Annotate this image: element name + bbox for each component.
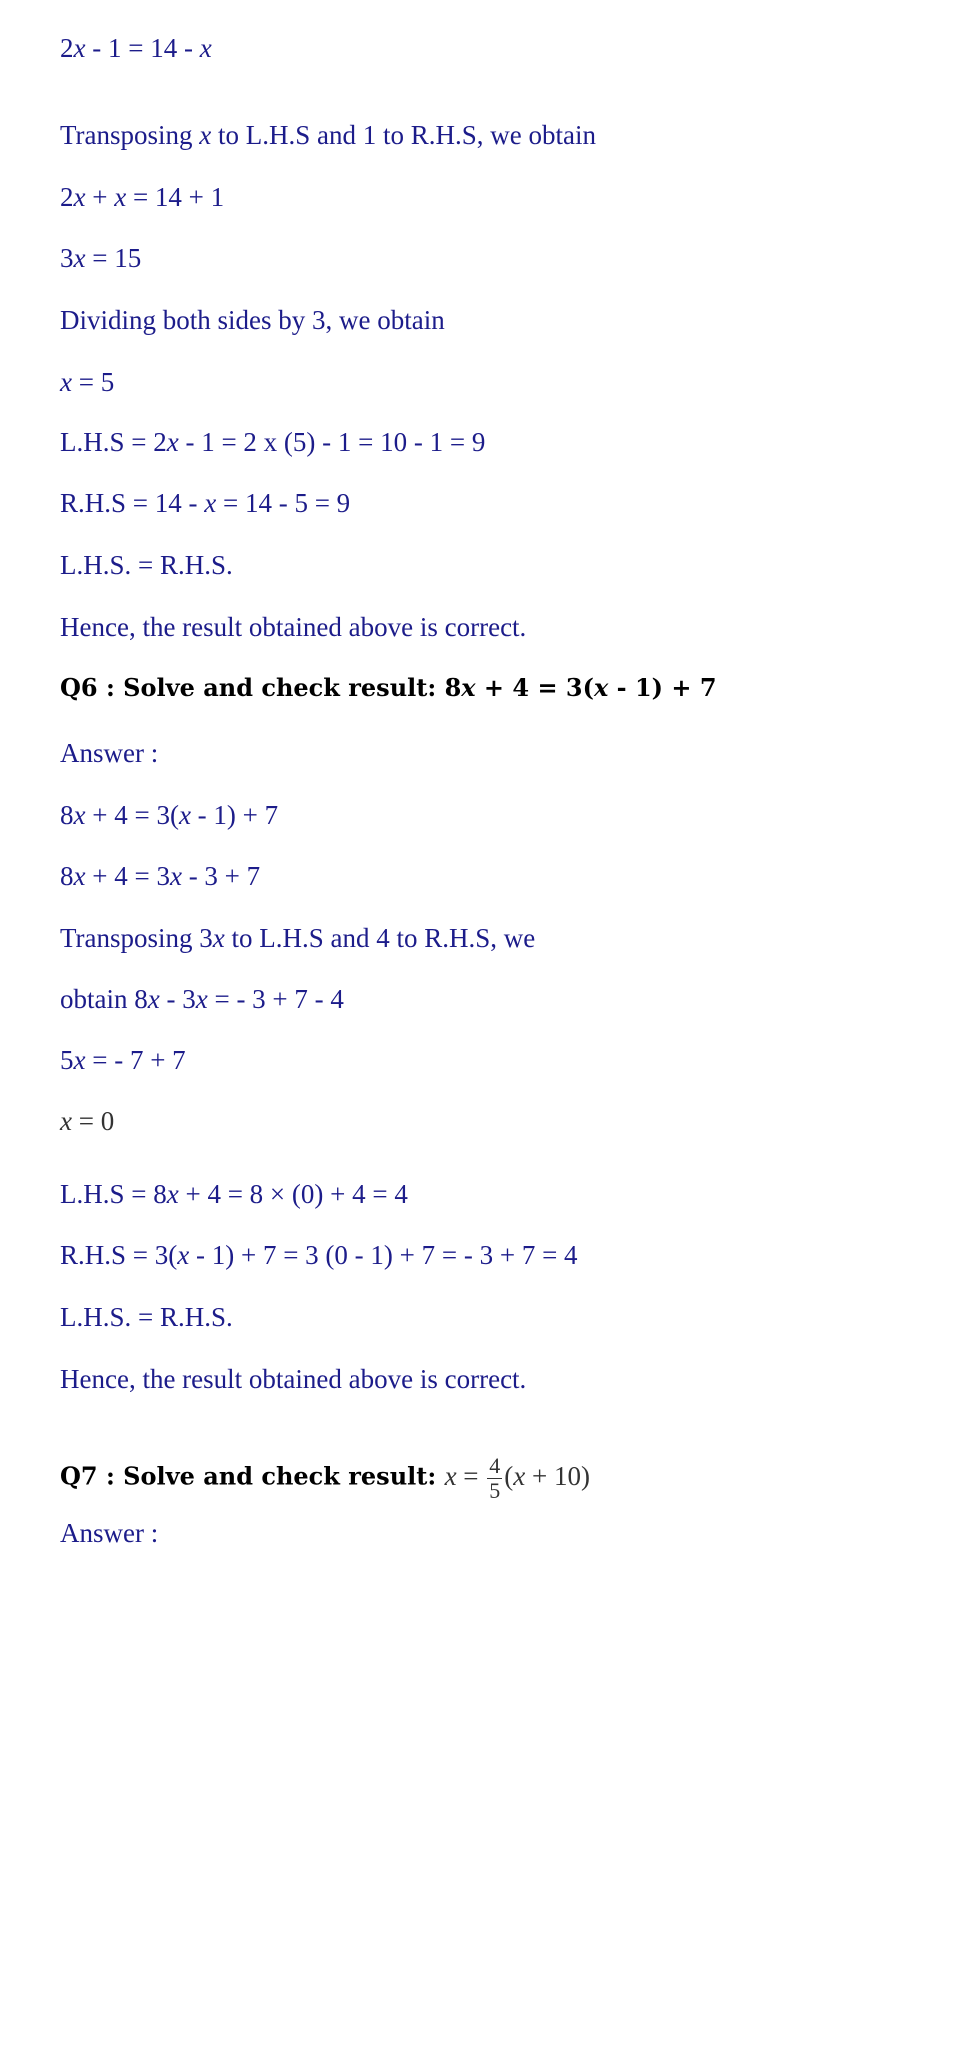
text-segment: R.H.S = 14 -	[60, 488, 205, 518]
variable-x: x	[73, 243, 86, 273]
variable-x: x	[60, 1106, 72, 1136]
variable-x: x	[444, 1460, 457, 1491]
solution-line	[60, 487, 350, 519]
denominator: 5	[489, 1478, 501, 1503]
solution-line	[60, 426, 485, 458]
text-segment: L.H.S. = R.H.S.	[60, 1302, 233, 1332]
variable-x: x	[73, 800, 86, 830]
text-segment: Hence, the result obtained above is correct.	[60, 612, 527, 642]
variable-x: x	[199, 120, 212, 150]
variable-x: x	[114, 182, 127, 212]
text-segment: = 15	[85, 243, 142, 273]
solution-line	[60, 611, 526, 643]
text-segment: to L.H.S and 1 to R.H.S, we obtain	[211, 120, 597, 150]
text-segment: L.H.S = 8	[60, 1179, 167, 1209]
solution-line	[60, 1301, 233, 1333]
text-segment: 8	[60, 861, 74, 891]
variable-x: x	[178, 800, 191, 830]
question-heading	[60, 672, 717, 704]
text-segment: Answer :	[60, 1518, 159, 1548]
text-segment: + 4 = 8 × (0) + 4 = 4	[178, 1179, 408, 1209]
text-segment: = - 7 + 7	[85, 1045, 186, 1075]
solution-line	[60, 860, 260, 892]
numerator: 4	[489, 1453, 501, 1478]
text-segment: - 1) + 7	[608, 673, 717, 702]
solution-line	[60, 32, 212, 64]
text-segment: - 1) + 7	[190, 800, 279, 830]
text-segment: + 4 = 3	[85, 861, 170, 891]
variable-x: x	[147, 984, 160, 1014]
text-segment: - 3 + 7	[181, 861, 261, 891]
fraction	[487, 1454, 502, 1503]
text-segment: = 14 - 5 = 9	[216, 488, 351, 518]
variable-x: x	[177, 1240, 190, 1270]
text-segment: +	[85, 182, 115, 212]
text-segment: obtain 8	[60, 984, 148, 1014]
solution-line	[60, 1105, 114, 1137]
text-segment: - 1) + 7 = 3 (0 - 1) + 7 = - 3 + 7 = 4	[189, 1240, 578, 1270]
variable-x: x	[195, 984, 208, 1014]
variable-x: x	[513, 1460, 526, 1491]
text-segment: - 1 = 2 x (5) - 1 = 10 - 1 = 9	[178, 427, 486, 457]
text-segment: Hence, the result obtained above is correct.	[60, 1364, 527, 1394]
text-segment: Transposing 3	[60, 923, 213, 953]
variable-x: x	[73, 1045, 86, 1075]
text-segment: L.H.S. = R.H.S.	[60, 550, 233, 580]
text-segment: = 0	[71, 1106, 115, 1136]
text-segment: - 1 = 14 -	[85, 33, 200, 63]
paren-open: (	[504, 1460, 514, 1491]
text-segment: 2	[60, 33, 74, 63]
solution-line	[60, 1178, 408, 1210]
text-segment: + 4 = 3(	[85, 800, 179, 830]
variable-x: x	[73, 33, 86, 63]
variable-x: x	[169, 861, 182, 891]
equals: =	[456, 1460, 486, 1491]
text-segment: Answer :	[60, 738, 159, 768]
variable-x: x	[461, 673, 476, 702]
text-segment: Transposing	[60, 120, 200, 150]
variable-x: x	[593, 673, 609, 702]
variable-x: x	[60, 367, 72, 397]
text-segment: R.H.S = 3(	[60, 1240, 178, 1270]
text-segment: - 3	[159, 984, 196, 1014]
solution-line	[60, 366, 114, 398]
q7-equation	[444, 1453, 590, 1503]
variable-x: x	[73, 182, 86, 212]
solution-line	[60, 922, 535, 954]
text-segment: + 4 = 3(	[475, 673, 594, 702]
solution-line	[60, 1363, 526, 1395]
solution-line	[60, 242, 141, 274]
solution-line	[60, 181, 224, 213]
solution-line	[60, 737, 158, 769]
paren-tail: + 10)	[525, 1460, 590, 1491]
question-heading	[60, 1454, 590, 1503]
variable-x: x	[166, 1179, 179, 1209]
text-segment: = - 3 + 7 - 4	[207, 984, 344, 1014]
text-segment: L.H.S = 2	[60, 427, 167, 457]
variable-x: x	[73, 861, 86, 891]
text-segment: Q6 : Solve and check result: 8	[60, 673, 462, 702]
text-segment: 5	[60, 1045, 74, 1075]
text-segment: Dividing both sides by 3, we obtain	[60, 305, 445, 335]
solution-line	[60, 119, 596, 151]
solution-line	[60, 304, 445, 336]
solution-line	[60, 799, 278, 831]
text-segment: 3	[60, 243, 74, 273]
solution-line	[60, 549, 233, 581]
variable-x: x	[212, 923, 225, 953]
solution-line	[60, 1239, 578, 1271]
solution-line	[60, 983, 344, 1015]
variable-x: x	[166, 427, 179, 457]
text-segment: = 5	[71, 367, 115, 397]
variable-x: x	[199, 33, 212, 63]
text-segment: to L.H.S and 4 to R.H.S, we	[224, 923, 536, 953]
text-segment: 2	[60, 182, 74, 212]
text-segment: 8	[60, 800, 74, 830]
solution-line	[60, 1517, 158, 1549]
text-segment: Q7 : Solve and check result:	[60, 1461, 445, 1491]
solution-line	[60, 1044, 186, 1076]
text-segment: = 14 + 1	[126, 182, 225, 212]
variable-x: x	[204, 488, 217, 518]
